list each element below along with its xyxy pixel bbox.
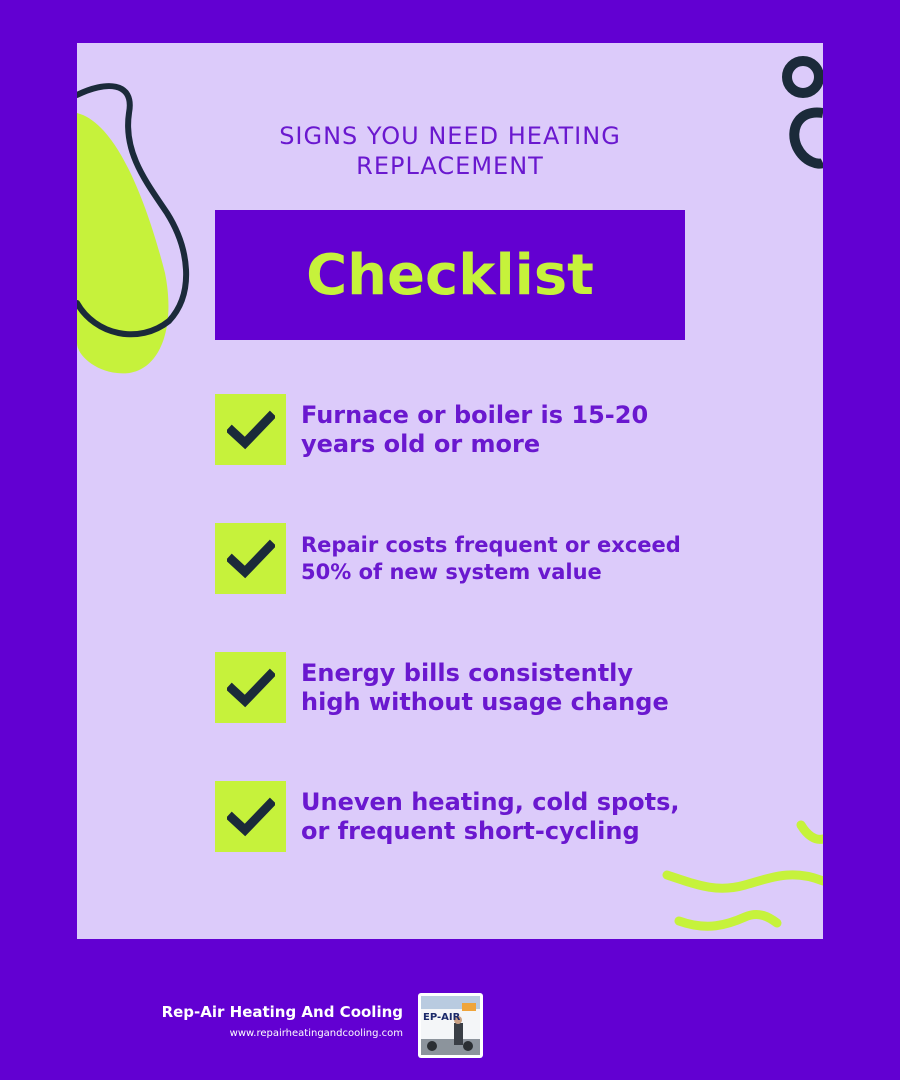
van-photo-icon [418, 993, 483, 1058]
checklist-item [215, 523, 775, 595]
item-line-2: high without usage change [301, 688, 669, 716]
checklist-item [215, 781, 775, 853]
checklist-item [215, 394, 775, 466]
checkmark-icon [227, 539, 275, 579]
item-line-1: Furnace or boiler is 15-20 [301, 401, 649, 429]
check-box [215, 394, 286, 465]
page-subtitle [77, 121, 823, 181]
company-logo [418, 993, 483, 1058]
checkmark-icon [227, 410, 275, 450]
title-banner [215, 210, 685, 340]
logo-van-text: EP-AIR [423, 1012, 461, 1023]
checklist-item [215, 652, 775, 724]
lime-squiggle-2 [679, 915, 777, 927]
lime-squiggle-1 [667, 875, 823, 888]
checkmark-icon [227, 797, 275, 837]
check-box [215, 781, 286, 852]
company-website[interactable]: www.repairheatingandcooling.com [229, 1028, 403, 1039]
check-box [215, 523, 286, 594]
checklist-item-text [301, 401, 781, 459]
item-line-1: Energy bills consistently [301, 659, 634, 687]
subtitle-line-2: REPLACEMENT [356, 152, 544, 180]
checklist-card [77, 43, 823, 939]
item-line-1: Repair costs frequent or exceed [301, 533, 681, 557]
item-line-1: Uneven heating, cold spots, [301, 788, 680, 816]
checklist-item-text [301, 788, 781, 846]
check-box [215, 652, 286, 723]
dark-ring-top [787, 61, 819, 93]
item-line-2: 50% of new system value [301, 560, 602, 584]
checklist-item-text [301, 532, 781, 586]
item-line-2: years old or more [301, 430, 541, 458]
page-title: Checklist [306, 242, 594, 308]
item-line-2: or frequent short-cycling [301, 817, 640, 845]
lime-squiggle-3 [801, 825, 823, 839]
checklist-item-text [301, 659, 781, 717]
checkmark-icon [227, 668, 275, 708]
company-name: Rep-Air Heating And Cooling [161, 1003, 403, 1021]
subtitle-line-1: SIGNS YOU NEED HEATING [279, 122, 621, 150]
